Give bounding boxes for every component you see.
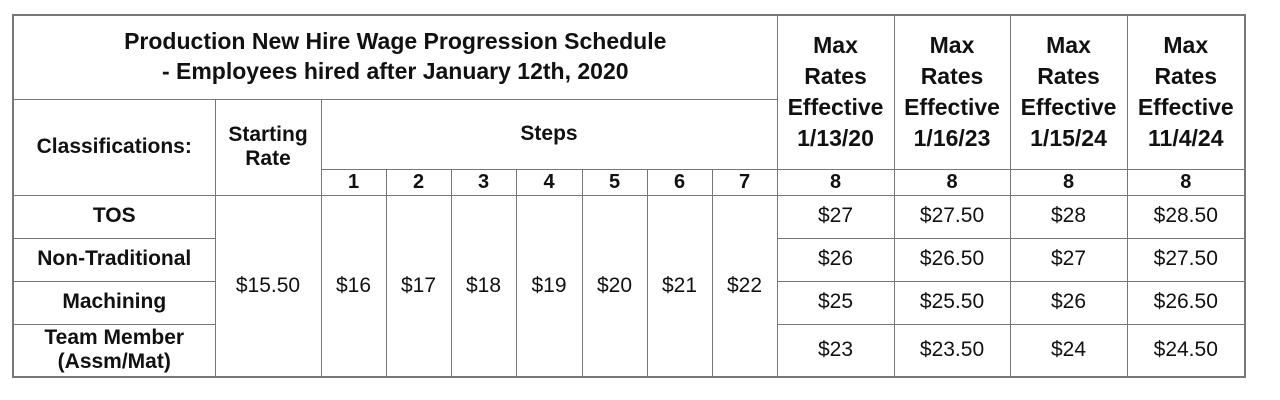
max-step-number: 8: [1127, 169, 1245, 195]
max-rate-cell: $28: [1010, 195, 1127, 238]
step-number: 4: [516, 169, 582, 195]
step-number: 3: [451, 169, 516, 195]
classification-machining: Machining: [13, 281, 215, 324]
max-header-date: 1/16/23: [913, 125, 991, 152]
max-rate-cell: $23: [777, 324, 894, 377]
max-rate-cell: $27: [777, 195, 894, 238]
max-header-line2: Rates: [920, 63, 984, 90]
step-rate: $17: [386, 195, 451, 377]
table-title: [13, 15, 777, 99]
max-rate-cell: $28.50: [1127, 195, 1245, 238]
max-rates-header-2: [894, 15, 1010, 169]
max-header-date: 1/13/20: [797, 125, 874, 152]
max-rate-cell: $26.50: [1127, 281, 1245, 324]
max-rate-cell: $26.50: [894, 238, 1010, 281]
max-step-number: 8: [894, 169, 1010, 195]
step-number: 5: [582, 169, 647, 195]
max-header-line3: Effective: [904, 94, 1000, 121]
step-number: 6: [647, 169, 712, 195]
max-rates-header-1: [777, 15, 894, 169]
step-number: 1: [321, 169, 386, 195]
classification-non-traditional: Non-Traditional: [13, 238, 215, 281]
step-number: 2: [386, 169, 451, 195]
max-header-line2: Rates: [1154, 63, 1218, 90]
max-header-line2: Rates: [1037, 63, 1100, 90]
max-header-line1: Max: [813, 32, 858, 59]
max-rate-cell: $25.50: [894, 281, 1010, 324]
max-rate-cell: $27: [1010, 238, 1127, 281]
step-rate: $16: [321, 195, 386, 377]
starting-rate-value: $15.50: [215, 195, 321, 377]
step-rate: $20: [582, 195, 647, 377]
max-header-date: 1/15/24: [1030, 125, 1107, 152]
max-step-number: 8: [777, 169, 894, 195]
step-number: 7: [712, 169, 777, 195]
max-rates-header-3: [1010, 15, 1127, 169]
max-rate-cell: $26: [1010, 281, 1127, 324]
step-rate: $21: [647, 195, 712, 377]
max-header-line1: Max: [929, 32, 975, 59]
max-step-number: 8: [1010, 169, 1127, 195]
classification-team-member: [13, 324, 215, 377]
classification-tos: TOS: [13, 195, 215, 238]
max-header-line2: Rates: [804, 63, 867, 90]
max-rate-cell: $26: [777, 238, 894, 281]
max-header-date: 11/4/24: [1148, 125, 1224, 152]
step-rate: $18: [451, 195, 516, 377]
title-line-2: - Employees hired after January 12th, 2020: [161, 58, 629, 85]
step-rate: $22: [712, 195, 777, 377]
max-rate-cell: $24.50: [1127, 324, 1245, 377]
max-header-line3: Effective: [1020, 94, 1117, 121]
max-header-line1: Max: [1046, 32, 1091, 59]
max-header-line1: Max: [1163, 32, 1209, 59]
max-rate-cell: $27.50: [1127, 238, 1245, 281]
max-header-line3: Effective: [1137, 94, 1234, 121]
max-header-line3: Effective: [787, 94, 884, 121]
step-rate: $19: [516, 195, 582, 377]
max-rates-header-4: [1127, 15, 1245, 169]
max-rate-cell: $23.50: [894, 324, 1010, 377]
steps-header: Steps: [321, 99, 777, 169]
table-row: [13, 195, 1245, 238]
max-rate-cell: $25: [777, 281, 894, 324]
title-line-1: Production New Hire Wage Progression Schedule: [124, 28, 667, 55]
max-rate-cell: $27.50: [894, 195, 1010, 238]
max-rate-cell: $24: [1010, 324, 1127, 377]
starting-rate-header: Starting Rate: [215, 99, 321, 195]
classification-line2: (Assm/Mat): [57, 350, 171, 374]
classifications-header: Classifications:: [13, 99, 215, 195]
wage-progression-table: [12, 14, 1246, 378]
classification-line1: Team Member: [44, 326, 185, 350]
